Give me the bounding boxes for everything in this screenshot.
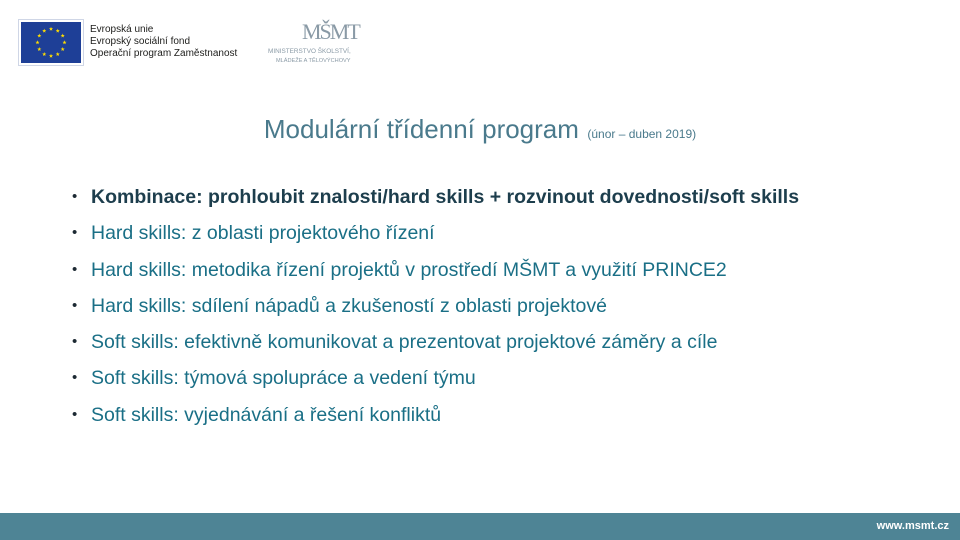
bullet-icon: • bbox=[72, 405, 78, 423]
eu-logo bbox=[18, 17, 248, 67]
list-item: • Hard skills: metodika řízení projektů v prostředí MŠMT a využití PRINCE2 bbox=[72, 253, 799, 289]
bullet-icon: • bbox=[72, 260, 78, 278]
eu-logo-line: Operační program Zaměstnanost bbox=[90, 48, 238, 59]
slide-title-main: Modulární třídenní program bbox=[263, 114, 579, 144]
msmt-logo-line2: MLÁDEŽE A TĚLOVÝCHOVY bbox=[276, 58, 351, 64]
msmt-logo bbox=[266, 13, 370, 73]
bullet-list bbox=[72, 180, 799, 434]
bullet-icon: • bbox=[72, 188, 78, 205]
bullet-icon: • bbox=[72, 369, 78, 387]
list-item: • Hard skills: sdílení nápadů a zkušeností z oblasti projektové bbox=[72, 289, 799, 325]
list-item: • Soft skills: vyjednávání a řešení konfliktů bbox=[72, 398, 799, 434]
msmt-logo-line1: MINISTERSTVO ŠKOLSTVÍ, bbox=[268, 48, 351, 55]
bullet-icon: • bbox=[72, 224, 78, 242]
slide-title-subtitle: (únor – duben 2019) bbox=[587, 127, 697, 141]
eu-logo-text bbox=[90, 24, 237, 60]
eu-logo-line: Evropská unie bbox=[90, 24, 154, 35]
footer-bar bbox=[0, 513, 960, 540]
bullet-icon: • bbox=[72, 333, 78, 351]
list-item: • Soft skills: efektivně komunikovat a prezentovat projektové záměry a cíle bbox=[72, 325, 799, 361]
eu-logo-line: Evropský sociální fond bbox=[90, 36, 191, 47]
list-item: • Soft skills: týmová spolupráce a vedení týmu bbox=[72, 361, 799, 397]
list-item: • Kombinace: prohloubit znalosti/hard skills + rozvinout dovednosti/soft skills bbox=[72, 180, 799, 216]
slide-title bbox=[0, 114, 960, 145]
eu-flag-icon bbox=[18, 19, 84, 66]
msmt-logo-mark: MŠMT bbox=[302, 19, 359, 44]
bullet-icon: • bbox=[72, 296, 78, 314]
footer-website-link[interactable]: www.msmt.cz bbox=[876, 520, 949, 532]
list-item: • Hard skills: z oblasti projektového řízení bbox=[72, 216, 799, 252]
